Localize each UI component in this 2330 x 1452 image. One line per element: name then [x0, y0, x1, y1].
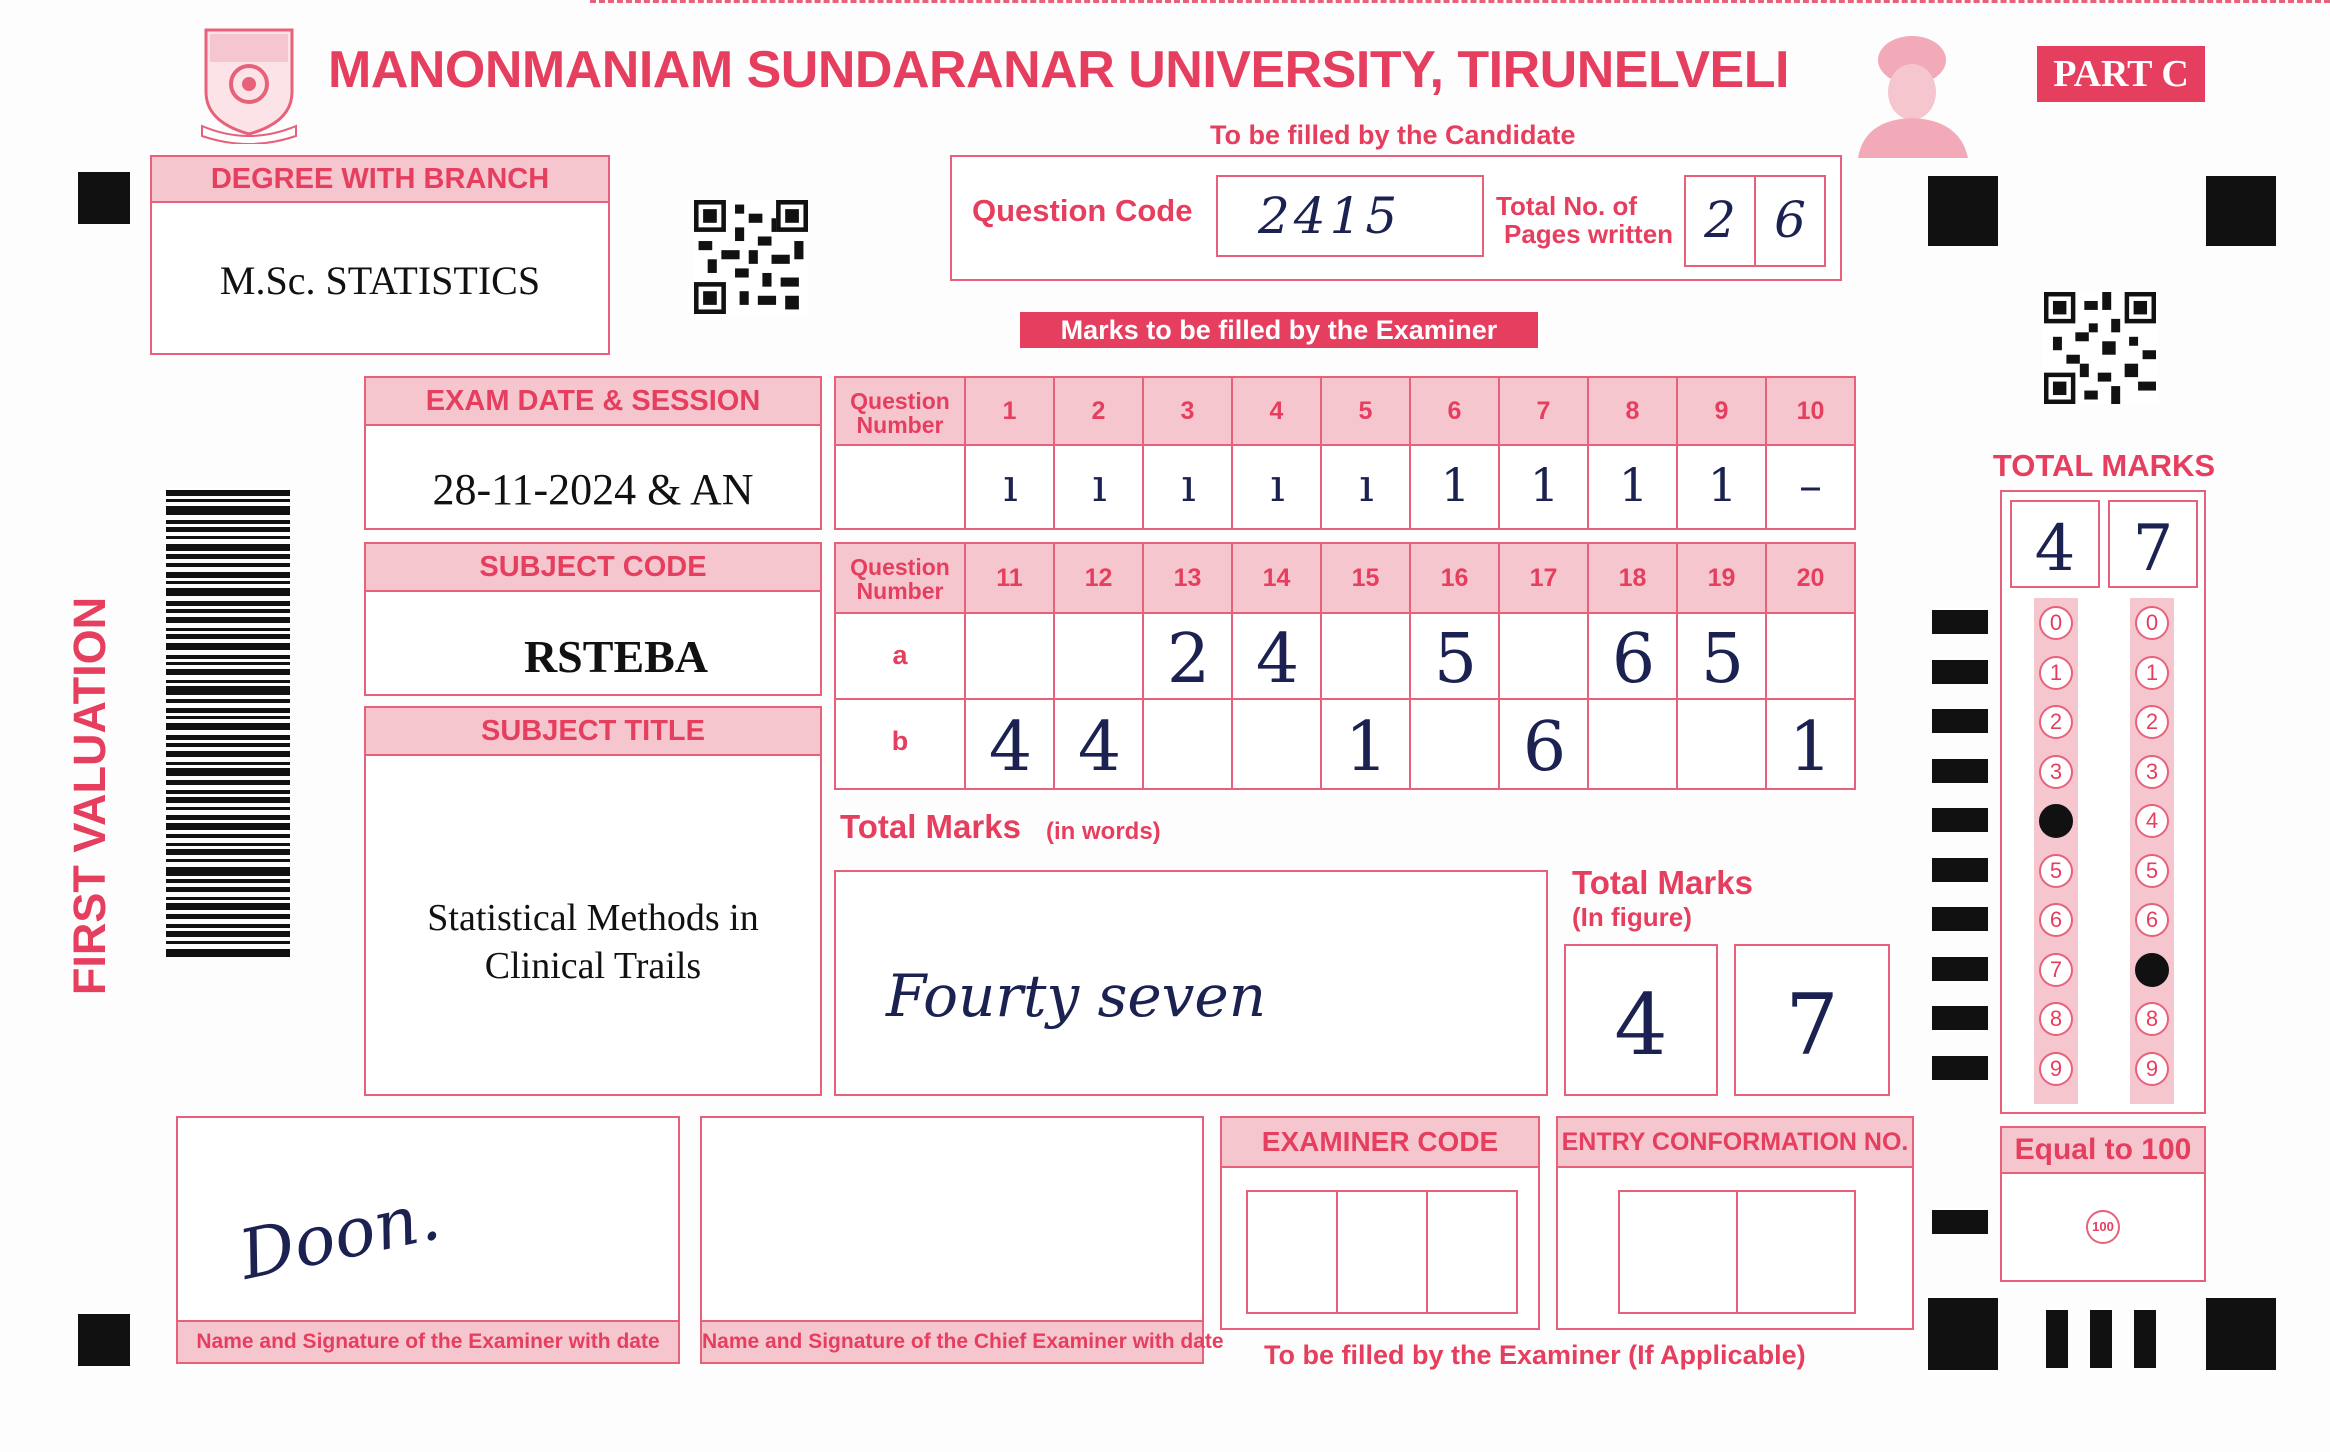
- subject-title-line1: Statistical Methods in: [427, 897, 759, 939]
- total-figure-digit-1: 4: [1614, 976, 1668, 1074]
- grid2-row-a-cell[interactable]: [1055, 614, 1144, 700]
- grid2-row-a-value: [966, 620, 1055, 696]
- barcode-bar: [166, 617, 290, 623]
- grid2-row-a-cell[interactable]: [1144, 614, 1233, 700]
- subject-title-box: [364, 706, 822, 1096]
- grid2-row-b-value: [1411, 708, 1500, 784]
- marks-grid-q1-10: [834, 376, 1856, 530]
- barcode-bar: [166, 655, 290, 659]
- omr-bubble[interactable]: 9: [2135, 1052, 2169, 1086]
- barcode-bar: [166, 914, 290, 919]
- grid2-row-a-value: 5: [1433, 620, 1478, 699]
- examiner-signature-box: [176, 1116, 680, 1364]
- grid2-row-b-cell[interactable]: [1233, 700, 1322, 788]
- grid1-mark-cell[interactable]: [1678, 446, 1767, 528]
- grid1-question-number: 5: [1322, 378, 1411, 446]
- timing-mark: [1932, 660, 1988, 684]
- grid2-row-b-value: 6: [1522, 708, 1567, 787]
- question-code-label: Question Code: [972, 193, 1193, 228]
- grid2-question-number: 11: [966, 544, 1055, 614]
- barcode-bar: [166, 601, 290, 606]
- grid1-question-number: 10: [1767, 378, 1854, 446]
- barcode-bar: [166, 768, 290, 776]
- grid1-mark-cell[interactable]: [1322, 446, 1411, 528]
- grid1-mark-value: 1: [1618, 458, 1649, 512]
- barcode-bar: [166, 686, 290, 695]
- registration-mark-bottom-mid: [1928, 1298, 1998, 1370]
- grid1-mark-cell[interactable]: [1589, 446, 1678, 528]
- omr-bubble[interactable]: 9: [2039, 1052, 2073, 1086]
- barcode-bar: [166, 887, 290, 892]
- omr-bubble[interactable]: 4: [2135, 804, 2169, 838]
- total-figure-sublabel: (In figure): [1572, 902, 1692, 932]
- timing-mark: [1932, 808, 1988, 832]
- timing-mark: [1932, 610, 1988, 634]
- barcode-bar: [166, 506, 290, 515]
- barcode-bar: [166, 669, 290, 675]
- exam-date-box: [364, 376, 822, 530]
- grid1-header-line2: Number: [856, 412, 944, 438]
- total-words-value: Fourty seven: [886, 962, 1267, 1030]
- registration-bar: [2134, 1310, 2156, 1368]
- subject-code-value: RSTEBA: [523, 631, 709, 682]
- grid2-row-a-value: 2: [1166, 620, 1211, 699]
- entry-no-box: [1556, 1116, 1914, 1330]
- grid2-row-b-value: [1589, 708, 1678, 784]
- omr-bubble[interactable]: 2: [2135, 705, 2169, 739]
- barcode-bar: [166, 588, 290, 596]
- examiner-code-field-3[interactable]: [1426, 1190, 1518, 1314]
- examiner-code-field-2[interactable]: [1336, 1190, 1428, 1314]
- grid1-mark-cell[interactable]: [1767, 446, 1854, 528]
- examiner-signature-label: Name and Signature of the Examiner with date: [178, 1320, 678, 1362]
- grid2-row-b-cell[interactable]: [1589, 700, 1678, 788]
- grid1-mark-label-cell: [836, 446, 966, 528]
- grid2-row-b-cell[interactable]: [1411, 700, 1500, 788]
- grid2-row-b-cell[interactable]: [1322, 700, 1411, 788]
- grid1-header-line1: Question: [850, 388, 950, 414]
- timing-mark: [1932, 907, 1988, 931]
- grid1-mark-cell[interactable]: [1144, 446, 1233, 528]
- omr-bubble[interactable]: 1: [2135, 656, 2169, 690]
- timing-mark: [1932, 858, 1988, 882]
- barcode-bar: [166, 609, 290, 613]
- pages-label-line2: Pages written: [1504, 219, 1674, 249]
- grid1-question-number: 2: [1055, 378, 1144, 446]
- barcode-bar: [166, 536, 290, 539]
- barcode-bar: [166, 807, 290, 810]
- omr-bubble[interactable]: 6: [2135, 903, 2169, 937]
- grid2-row-b-cell[interactable]: [1144, 700, 1233, 788]
- barcode-bar: [166, 708, 290, 713]
- university-title: MANONMANIAM SUNDARANAR UNIVERSITY, TIRUNELVELI: [328, 41, 1789, 99]
- barcode-bar: [166, 815, 290, 820]
- equal-100-bubble[interactable]: 100: [2086, 1210, 2120, 1244]
- part-badge: PART C: [2037, 46, 2205, 102]
- omr-digit-1: 4: [2034, 512, 2076, 586]
- grid1-mark-value: ı: [1181, 458, 1196, 512]
- grid2-question-number: 19: [1678, 544, 1767, 614]
- grid1-question-number: 9: [1678, 378, 1767, 446]
- degree-box: [150, 155, 610, 355]
- exam-date-label: EXAM DATE & SESSION: [366, 378, 820, 426]
- grid2-header-line2: Number: [856, 578, 944, 604]
- omr-bubble[interactable]: 0: [2039, 606, 2073, 640]
- row-b-label: b: [891, 726, 909, 756]
- grid1-mark-value: ı: [1092, 458, 1107, 512]
- grid2-question-number: 14: [1233, 544, 1322, 614]
- grid2-row-a-cell[interactable]: [1767, 614, 1854, 700]
- total-marks-omr-box: [2000, 490, 2206, 1114]
- grid2-row-a-value: [1322, 620, 1411, 696]
- marks-grid-q11-20: [834, 542, 1856, 790]
- grid2-row-b-cell[interactable]: [1500, 700, 1589, 788]
- total-words-label: Total Marks: [840, 808, 1021, 845]
- barcode-bar: [166, 643, 290, 650]
- grid2-row-a-value: 6: [1611, 620, 1656, 699]
- barcode-bar: [166, 751, 290, 757]
- barcode-bar: [166, 743, 290, 747]
- barcode-bar: [166, 634, 290, 639]
- barcode-bar: [166, 931, 290, 937]
- timing-mark: [1932, 957, 1988, 981]
- top-dashed-edge: [590, 0, 2330, 4]
- barcode-bar: [166, 735, 290, 740]
- grid2-question-number: 13: [1144, 544, 1233, 614]
- subject-title-label: SUBJECT TITLE: [366, 708, 820, 756]
- grid2-row-a-value: [1500, 620, 1589, 696]
- grid2-row-b-value: 1: [1788, 708, 1833, 787]
- grid1-mark-value: 1: [1707, 458, 1738, 512]
- grid1-mark-cell[interactable]: [1411, 446, 1500, 528]
- grid1-question-number: 3: [1144, 378, 1233, 446]
- grid1-question-number: 4: [1233, 378, 1322, 446]
- total-figure-digit-2: 7: [1785, 976, 1839, 1074]
- total-figure-label: Total Marks: [1572, 864, 1753, 901]
- timing-mark: [1932, 1056, 1988, 1080]
- candidate-fill-box: [950, 155, 1842, 281]
- barcode-bar: [166, 941, 290, 944]
- barcode-bar: [166, 762, 290, 765]
- grid2-row-a-value: 4: [1255, 620, 1300, 699]
- registration-mark-bottom-right: [2206, 1298, 2276, 1370]
- barcode: [166, 490, 290, 962]
- grid1-mark-value: 1: [1529, 458, 1560, 512]
- grid2-row-b-value: [1678, 708, 1767, 784]
- grid1-question-number: 7: [1500, 378, 1589, 446]
- grid1-header-cell: [836, 378, 966, 446]
- grid2-row-a-cell[interactable]: [1411, 614, 1500, 700]
- registration-bar: [2090, 1310, 2112, 1368]
- pages-label-line1: Total No. of: [1496, 191, 1638, 221]
- chief-signature-label: Name and Signature of the Chief Examiner with date: [702, 1320, 1202, 1362]
- qr-code: [2042, 292, 2158, 404]
- barcode-bar: [166, 680, 290, 683]
- omr-bubble[interactable]: 7: [2135, 953, 2169, 987]
- omr-digit-2: 7: [2132, 512, 2174, 586]
- grid2-row-b-cell[interactable]: [1678, 700, 1767, 788]
- barcode-bar: [166, 581, 290, 584]
- grid2-question-number: 16: [1411, 544, 1500, 614]
- omr-bubble[interactable]: 1: [2039, 656, 2073, 690]
- registration-bar: [2046, 1310, 2068, 1368]
- entry-no-label: ENTRY CONFORMATION NO.: [1558, 1118, 1912, 1168]
- grid2-row-b-value: [1233, 708, 1322, 784]
- grid2-row-a-value: 5: [1700, 620, 1745, 699]
- total-figure-digit-field-1[interactable]: [1564, 944, 1718, 1096]
- entry-no-field-2[interactable]: [1736, 1190, 1856, 1314]
- barcode-bar: [166, 879, 290, 883]
- grid2-row-a-value: [1055, 620, 1144, 696]
- omr-bubble[interactable]: 8: [2135, 1002, 2169, 1036]
- barcode-bar: [166, 843, 290, 846]
- grid1-mark-cell[interactable]: [1500, 446, 1589, 528]
- barcode-bar: [166, 499, 290, 502]
- total-figure-digit-field-2[interactable]: [1734, 944, 1890, 1096]
- barcode-bar: [166, 554, 290, 559]
- barcode-bar: [166, 527, 290, 532]
- grid2-row-a-cell[interactable]: [1322, 614, 1411, 700]
- omr-bubble[interactable]: 8: [2039, 1002, 2073, 1036]
- barcode-bar: [166, 544, 290, 551]
- barcode-bar: [166, 834, 290, 838]
- barcode-bar: [166, 797, 290, 803]
- grid1-question-number: 1: [966, 378, 1055, 446]
- grid1-mark-cell[interactable]: [966, 446, 1055, 528]
- omr-digit-field-2[interactable]: [2108, 500, 2198, 588]
- grid1-question-number: 6: [1411, 378, 1500, 446]
- founder-portrait: [1850, 30, 1976, 158]
- grid1-mark-cell[interactable]: [1055, 446, 1144, 528]
- barcode-bar: [166, 628, 290, 631]
- pages-digit-field-2[interactable]: [1754, 175, 1826, 267]
- grid2-row-b-value: 4: [988, 708, 1033, 787]
- timing-mark: [1932, 1006, 1988, 1030]
- examiner-code-label: EXAMINER CODE: [1222, 1118, 1538, 1168]
- degree-value: M.Sc. STATISTICS: [219, 258, 541, 303]
- examiner-banner: Marks to be filled by the Examiner: [1020, 312, 1538, 348]
- grid2-row-b-cell[interactable]: [1055, 700, 1144, 788]
- grid2-row-b-value: [1144, 708, 1233, 784]
- qr-code: [694, 200, 808, 314]
- exam-date-value: 28-11-2024 & AN: [432, 465, 754, 514]
- examiner-code-box: [1220, 1116, 1540, 1330]
- omr-bubble[interactable]: 7: [2039, 953, 2073, 987]
- subject-code-box: [364, 542, 822, 696]
- pages-digit-1: 2: [1704, 191, 1736, 249]
- grid1-question-number: 8: [1589, 378, 1678, 446]
- registration-mark-top-right: [2206, 176, 2276, 246]
- pages-digit-2: 6: [1774, 191, 1806, 249]
- barcode-bar: [166, 490, 290, 496]
- grid2-question-number: 12: [1055, 544, 1144, 614]
- grid2-row-b-value: 1: [1344, 708, 1389, 787]
- timing-mark: [1932, 1210, 1988, 1234]
- examiner-signature-value: Doon.: [232, 1176, 447, 1296]
- question-code-field[interactable]: [1216, 175, 1484, 257]
- barcode-bar: [166, 563, 290, 567]
- barcode-bar: [166, 699, 290, 703]
- barcode-bar: [166, 823, 290, 830]
- grid2-question-number: 18: [1589, 544, 1678, 614]
- grid2-row-a-cell[interactable]: [1678, 614, 1767, 700]
- timing-mark: [1932, 709, 1988, 733]
- candidate-note: To be filled by the Candidate: [1210, 120, 1576, 150]
- grid1-mark-value: ı: [1270, 458, 1285, 512]
- side-label-first-valuation: FIRST VALUATION: [64, 596, 115, 996]
- total-words-sublabel: (in words): [1046, 818, 1161, 845]
- subject-code-label: SUBJECT CODE: [366, 544, 820, 592]
- omr-bubble[interactable]: 4: [2039, 804, 2073, 838]
- barcode-bar: [166, 572, 290, 578]
- omr-digit-field-1[interactable]: [2010, 500, 2100, 588]
- chief-signature-box: [700, 1116, 1224, 1364]
- total-words-field[interactable]: [834, 870, 1548, 1096]
- footer-note: To be filled by the Examiner (If Applicable): [1264, 1340, 1806, 1370]
- barcode-bar: [166, 897, 290, 900]
- subject-title-line2: Clinical Trails: [484, 945, 702, 987]
- omr-bubble[interactable]: 3: [2039, 755, 2073, 789]
- barcode-bar: [166, 723, 290, 730]
- timing-mark: [1932, 759, 1988, 783]
- equal-100-box: [2000, 1126, 2206, 1282]
- row-a-label-cell: [836, 614, 966, 700]
- grid2-header-line1: Question: [850, 554, 950, 580]
- barcode-bar: [166, 924, 290, 928]
- university-emblem: [196, 22, 302, 144]
- examiner-code-field-1[interactable]: [1246, 1190, 1338, 1314]
- omr-bubble[interactable]: 5: [2039, 854, 2073, 888]
- entry-no-field-1[interactable]: [1618, 1190, 1738, 1314]
- omr-bubble[interactable]: 3: [2135, 755, 2169, 789]
- row-a-label: a: [892, 640, 908, 670]
- omr-bubble[interactable]: 5: [2135, 854, 2169, 888]
- grid2-row-a-value: [1767, 620, 1854, 696]
- grid2-row-a-cell[interactable]: [1233, 614, 1322, 700]
- grid2-row-b-cell[interactable]: [1767, 700, 1854, 788]
- omr-bubble[interactable]: 2: [2039, 705, 2073, 739]
- barcode-bar: [166, 780, 290, 785]
- barcode-bar: [166, 520, 290, 524]
- total-marks-omr-label: TOTAL MARKS: [1992, 448, 2216, 483]
- grid1-mark-value: ı: [1003, 458, 1018, 512]
- barcode-bar: [166, 662, 290, 665]
- grid2-row-a-cell[interactable]: [1589, 614, 1678, 700]
- barcode-bar: [166, 849, 290, 855]
- equal-100-label: Equal to 100: [2002, 1128, 2204, 1174]
- barcode-bar: [166, 716, 290, 719]
- barcode-bar: [166, 949, 290, 957]
- grid2-header-cell: [836, 544, 966, 614]
- question-code-value: 2415: [1258, 187, 1402, 245]
- grid2-question-number: 17: [1500, 544, 1589, 614]
- grid2-question-number: 20: [1767, 544, 1854, 614]
- registration-mark-top-left: [78, 172, 130, 224]
- omr-bubble[interactable]: 6: [2039, 903, 2073, 937]
- grid2-row-b-value: 4: [1077, 708, 1122, 787]
- grid1-mark-value: 1: [1440, 458, 1471, 512]
- barcode-bar: [166, 859, 290, 862]
- barcode-bar: [166, 903, 290, 910]
- grid1-mark-value: ı: [1359, 458, 1374, 512]
- registration-mark-top-mid: [1928, 176, 1998, 246]
- omr-bubble[interactable]: 0: [2135, 606, 2169, 640]
- grid2-row-b-cell[interactable]: [966, 700, 1055, 788]
- grid2-row-a-cell[interactable]: [966, 614, 1055, 700]
- grid1-mark-value: –: [1799, 458, 1822, 512]
- registration-mark-bottom-left: [78, 1314, 130, 1366]
- grid2-row-a-cell[interactable]: [1500, 614, 1589, 700]
- grid1-mark-cell[interactable]: [1233, 446, 1322, 528]
- grid2-question-number: 15: [1322, 544, 1411, 614]
- pages-digit-field-1[interactable]: [1684, 175, 1756, 267]
- degree-label: DEGREE WITH BRANCH: [152, 157, 608, 203]
- barcode-bar: [166, 790, 290, 794]
- barcode-bar: [166, 867, 290, 876]
- row-b-label-cell: [836, 700, 966, 788]
